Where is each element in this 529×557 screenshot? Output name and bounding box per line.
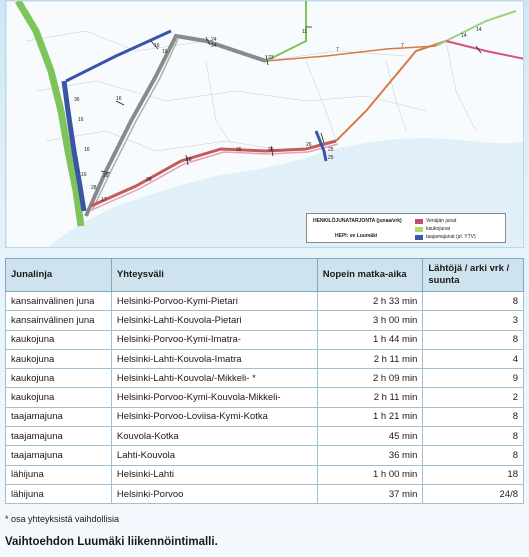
legend-label: taajamajunat (pl. YTV) — [426, 234, 476, 240]
cell-departures: 2 — [423, 388, 524, 407]
cell-fastest-time: 45 min — [317, 427, 423, 446]
cell-train-line: taajamajuna — [6, 407, 112, 426]
cell-route: Helsinki-Porvoo-Loviisa-Kymi-Kotka — [111, 407, 317, 426]
cell-route: Helsinki-Porvoo-Kymi-Pietari — [111, 292, 317, 311]
segment-label: 18 — [186, 157, 192, 163]
map-svg — [6, 1, 524, 248]
cell-route: Kouvola-Kotka — [111, 427, 317, 446]
table-row — [6, 369, 524, 388]
segment-label: 16 — [78, 117, 84, 123]
cell-fastest-time: 3 h 00 min — [317, 311, 423, 330]
cell-route: Helsinki-Porvoo-Kymi-Imatra- — [111, 330, 317, 349]
segment-label: 14 — [461, 33, 467, 39]
segment-label: 7 — [401, 43, 404, 49]
cell-train-line: taajamajuna — [6, 427, 112, 446]
segment-label: 11 — [302, 29, 308, 35]
figure-caption: Vaihtoehdon Luumäki liikennöintimalli. — [5, 536, 218, 548]
cell-route: Helsinki-Porvoo — [111, 484, 317, 503]
segment-label: 25 — [328, 155, 334, 161]
cell-departures: 8 — [423, 446, 524, 465]
segment-label: 28 — [91, 185, 97, 191]
cell-departures: 9 — [423, 369, 524, 388]
cell-departures: 18 — [423, 465, 524, 484]
cell-train-line: kaukojuna — [6, 349, 112, 368]
legend-swatch — [415, 235, 423, 240]
footnote: * osa yhteyksistä vaihdollisia — [5, 514, 120, 524]
segment-label: 24 — [211, 37, 217, 43]
legend-swatch — [415, 219, 423, 224]
cell-fastest-time: 1 h 44 min — [317, 330, 423, 349]
legend-swatch — [415, 227, 423, 232]
legend-item-russia — [415, 218, 456, 224]
segment-label: 26 — [306, 142, 312, 148]
segment-label: 25 — [328, 147, 334, 153]
header-departures: Lähtöjä / arki vrk / suunta — [423, 259, 524, 292]
table-row — [6, 311, 524, 330]
cell-departures: 8 — [423, 330, 524, 349]
cell-departures: 4 — [423, 349, 524, 368]
cell-fastest-time: 2 h 33 min — [317, 292, 423, 311]
cell-fastest-time: 37 min — [317, 484, 423, 503]
cell-train-line: kansainvälinen juna — [6, 311, 112, 330]
cell-fastest-time: 2 h 11 min — [317, 388, 423, 407]
cell-route: Helsinki-Lahti-Kouvola-Imatra — [111, 349, 317, 368]
header-fastest-time: Nopein matka-aika — [317, 259, 423, 292]
table-header-row — [6, 259, 524, 292]
cell-train-line: kaukojuna — [6, 388, 112, 407]
cell-fastest-time: 2 h 09 min — [317, 369, 423, 388]
cell-departures: 3 — [423, 311, 524, 330]
table-row — [6, 484, 524, 503]
legend-subtitle: HEPI: ve Luumäki — [335, 233, 378, 239]
cell-departures: 24/8 — [423, 484, 524, 503]
legend-title: HENKILÖJUNATARJONTA (junaa/vrk) — [313, 218, 402, 224]
segment-label: 16 — [162, 49, 168, 55]
segment-label: 24 — [211, 43, 217, 49]
legend-label: kaukojunat — [426, 226, 451, 232]
segment-label: 26 — [268, 147, 274, 153]
segment-label: 16 — [81, 172, 87, 178]
cell-fastest-time: 1 h 00 min — [317, 465, 423, 484]
cell-train-line: taajamajuna — [6, 446, 112, 465]
cell-route: Helsinki-Lahti — [111, 465, 317, 484]
cell-train-line: lähijuna — [6, 465, 112, 484]
table-row — [6, 349, 524, 368]
train-timetable — [5, 258, 524, 504]
cell-train-line: kaukojuna — [6, 330, 112, 349]
header-route: Yhteysväli — [111, 259, 317, 292]
cell-departures: 8 — [423, 292, 524, 311]
table-row — [6, 330, 524, 349]
cell-fastest-time: 2 h 11 min — [317, 349, 423, 368]
segment-label: 17 — [101, 197, 107, 203]
table-row — [6, 427, 524, 446]
cell-fastest-time: 36 min — [317, 446, 423, 465]
legend-label: Venäjän junat — [426, 218, 457, 224]
table-row — [6, 407, 524, 426]
segment-label: 36 — [74, 97, 80, 103]
segment-label: 7 — [336, 47, 339, 53]
segment-label: 14 — [476, 27, 482, 33]
segment-label: 16 — [154, 43, 160, 49]
map-legend — [306, 213, 506, 243]
legend-item-long-distance — [415, 226, 450, 232]
table-row — [6, 465, 524, 484]
cell-train-line: lähijuna — [6, 484, 112, 503]
table-row — [6, 292, 524, 311]
segment-label: 28 — [146, 177, 152, 183]
table-row — [6, 388, 524, 407]
cell-train-line: kaukojuna — [6, 369, 112, 388]
cell-route: Lahti-Kouvola — [111, 446, 317, 465]
table-body — [6, 292, 524, 504]
cell-departures: 8 — [423, 427, 524, 446]
segment-label: 23 — [268, 55, 274, 61]
segment-label: 16 — [84, 147, 90, 153]
rail-network-map — [5, 0, 524, 248]
cell-route: Helsinki-Porvoo-Kymi-Kouvola-Mikkeli- — [111, 388, 317, 407]
cell-route: Helsinki-Lahti-Kouvola/-Mikkeli- * — [111, 369, 317, 388]
cell-train-line: kansainvälinen juna — [6, 292, 112, 311]
table-row — [6, 446, 524, 465]
legend-item-regional — [415, 234, 476, 240]
segment-label: 28 — [103, 173, 109, 179]
cell-route: Helsinki-Lahti-Kouvola-Pietari — [111, 311, 317, 330]
segment-label: 26 — [236, 147, 242, 153]
cell-fastest-time: 1 h 21 min — [317, 407, 423, 426]
header-train-line: Junalinja — [6, 259, 112, 292]
segment-label: 16 — [116, 96, 122, 102]
cell-departures: 8 — [423, 407, 524, 426]
